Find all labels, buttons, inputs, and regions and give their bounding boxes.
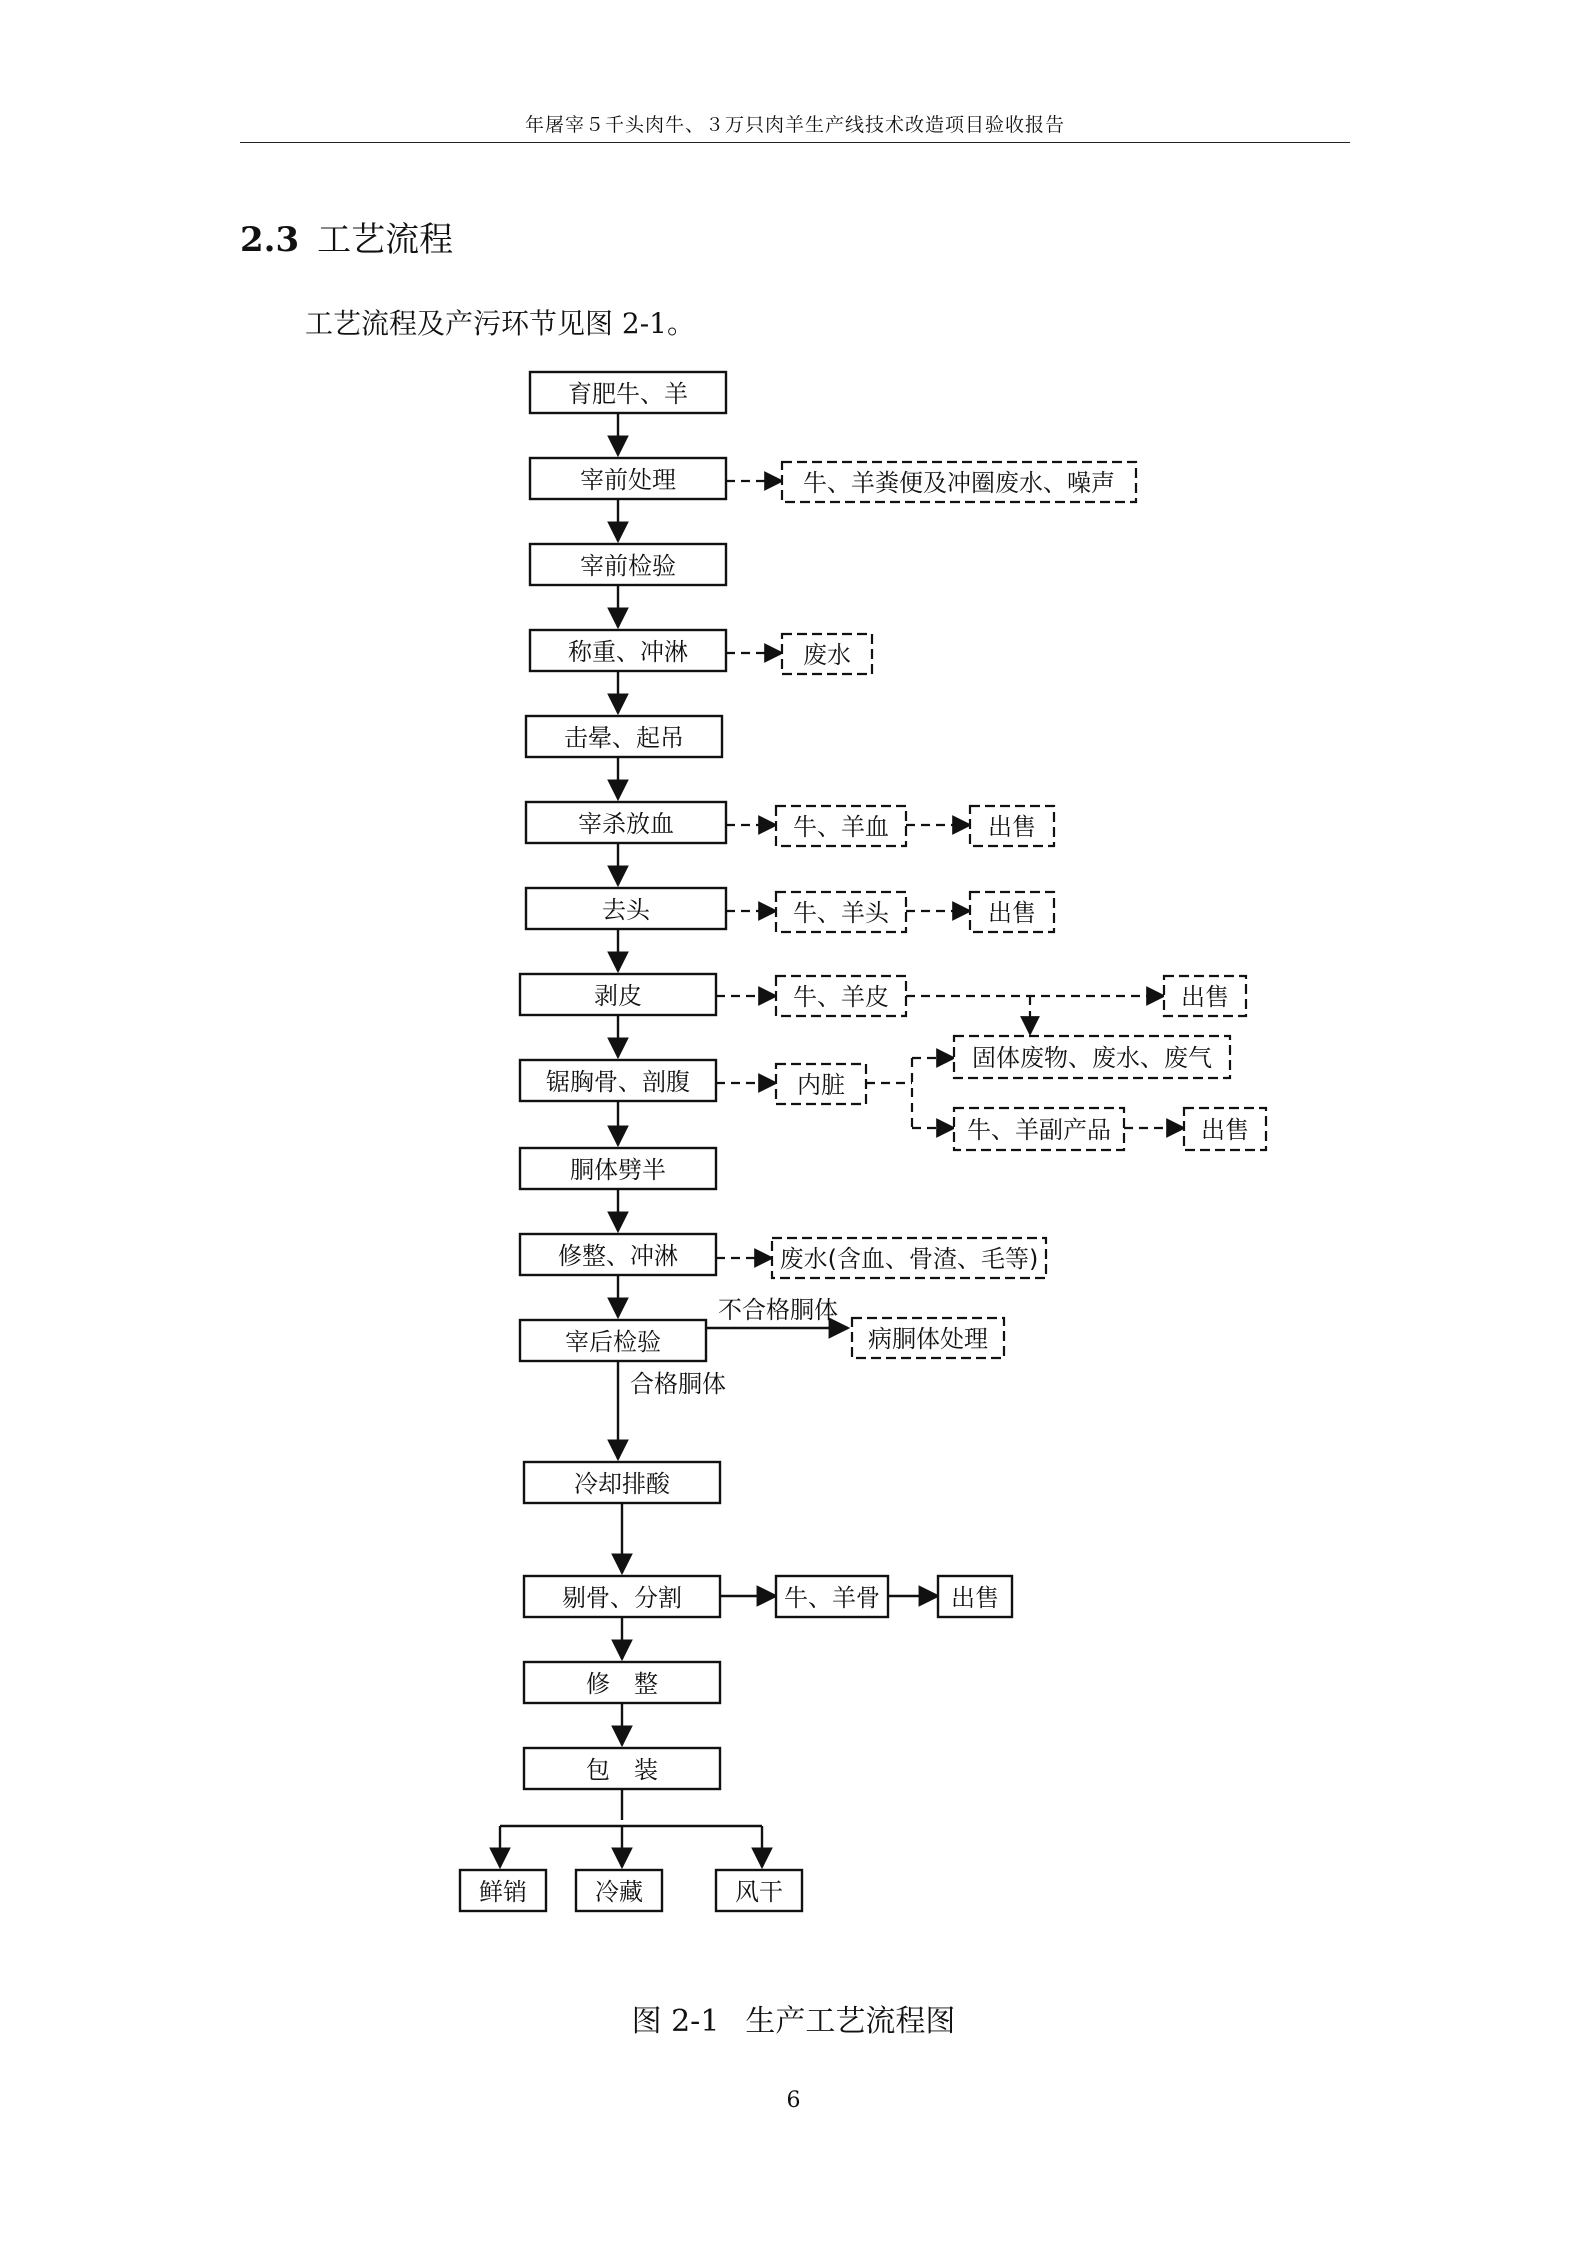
step-dehead: 去头 [602,896,650,924]
step-weigh-rinse: 称重、冲淋 [568,638,688,666]
figure-number: 图 2-1 [631,2004,720,2039]
step-split-carcass: 胴体劈半 [570,1156,666,1184]
page-number: 6 [786,2088,801,2113]
step-trim: 修 整 [586,1670,658,1698]
output-weigh-water: 废水 [803,641,851,669]
final-airdried: 风干 [735,1878,783,1906]
intro-paragraph: 工艺流程及产污环节见图 2-1。 [305,307,695,340]
output-blood: 牛、羊血 [793,813,889,841]
step-trim-rinse: 修整、冲淋 [558,1242,678,1270]
step-fattening: 育肥牛、羊 [568,380,688,408]
step-pack: 包 装 [586,1756,658,1784]
output-hide: 牛、羊皮 [793,983,889,1011]
label-qualified: 合格胴体 [630,1370,726,1398]
output-solid-waste: 固体废物、废水、废气 [972,1044,1212,1072]
step-pretreatment: 宰前处理 [580,466,676,494]
output-byproduct-sale: 出售 [1201,1116,1249,1144]
output-byproduct: 牛、羊副产品 [967,1116,1111,1144]
output-bone: 牛、羊骨 [784,1584,880,1612]
section-number: 2.3 [240,220,300,260]
output-head-sale: 出售 [988,899,1036,927]
output-hide-sale: 出售 [1181,983,1229,1011]
step-chill: 冷却排酸 [574,1470,670,1498]
step-skin: 剥皮 [594,982,642,1010]
final-frozen: 冷藏 [595,1878,643,1906]
section-title: 工艺流程 [317,220,454,260]
output-blood-sale: 出售 [988,813,1036,841]
label-unqualified: 不合格胴体 [718,1296,838,1324]
figure-caption [0,1996,1587,2040]
output-bone-sale: 出售 [951,1584,999,1612]
step-preinspection: 宰前检验 [580,552,676,580]
running-header: 年屠宰５千头肉牛、３万只肉羊生产线技术改造项目验收报告 [524,114,1065,136]
step-stun-hoist: 击晕、起吊 [564,724,684,752]
output-head: 牛、羊头 [793,899,889,927]
figure-title: 生产工艺流程图 [745,2004,956,2039]
final-fresh: 鲜销 [479,1878,527,1906]
step-bleed: 宰杀放血 [578,810,674,838]
step-postinspection: 宰后检验 [565,1328,661,1356]
step-saw-open: 锯胸骨、剖腹 [546,1068,690,1096]
output-viscera: 内脏 [797,1071,845,1099]
output-sick-carcass: 病胴体处理 [868,1325,988,1353]
output-trim-water: 废水(含血、骨渣、毛等) [779,1245,1039,1273]
step-debone-cut: 剔骨、分割 [562,1584,682,1612]
output-pretreat: 牛、羊粪便及冲圈废水、噪声 [803,469,1115,497]
